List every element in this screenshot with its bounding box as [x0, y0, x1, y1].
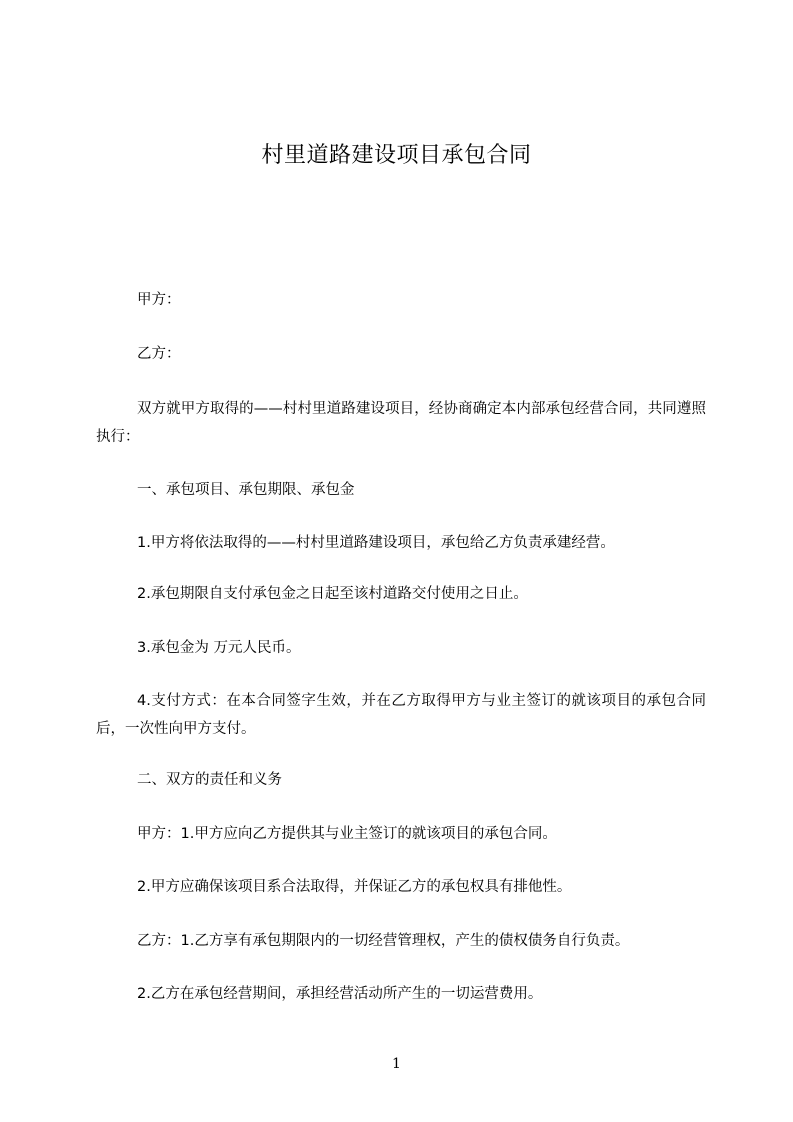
section-1-item-2: 2.承包期限自支付承包金之日起至该村道路交付使用之日止。 — [137, 586, 528, 602]
party-a-duty-1: 甲方：1.甲方应向乙方提供其与业主签订的就该项目的承包合同。 — [137, 826, 557, 842]
section-2-heading: 二、双方的责任和义务 — [137, 772, 282, 788]
section-1-item-1: 1.甲方将依法取得的——村村里道路建设项目，承包给乙方负责承建经营。 — [137, 535, 615, 551]
section-1-item-3: 3.承包金为 万元人民币。 — [137, 640, 301, 656]
party-a-label: 甲方： — [137, 292, 181, 308]
section-1-heading: 一、承包项目、承包期限、承包金 — [137, 482, 355, 498]
party-b-duty-1: 乙方：1.乙方享有承包期限内的一切经营管理权，产生的债权债务自行负责。 — [137, 933, 630, 949]
section-1-item-4: 4.支付方式：在本合同签字生效，并在乙方取得甲方与业主签订的就该项目的承包合同后，一次性向甲方支付。 — [96, 693, 706, 737]
intro-paragraph: 双方就甲方取得的——村村里道路建设项目，经协商确定本内部承包经营合同，共同遵照执行： — [96, 401, 706, 445]
party-b-label: 乙方： — [137, 346, 181, 362]
party-a-duty-2: 2.甲方应确保该项目系合法取得，并保证乙方的承包权具有排他性。 — [137, 879, 572, 895]
page-number: 1 — [392, 1056, 401, 1072]
document-title: 村里道路建设项目承包合同 — [261, 143, 532, 168]
party-b-duty-2: 2.乙方在承包经营期间，承担经营活动所产生的一切运营费用。 — [137, 986, 543, 1002]
